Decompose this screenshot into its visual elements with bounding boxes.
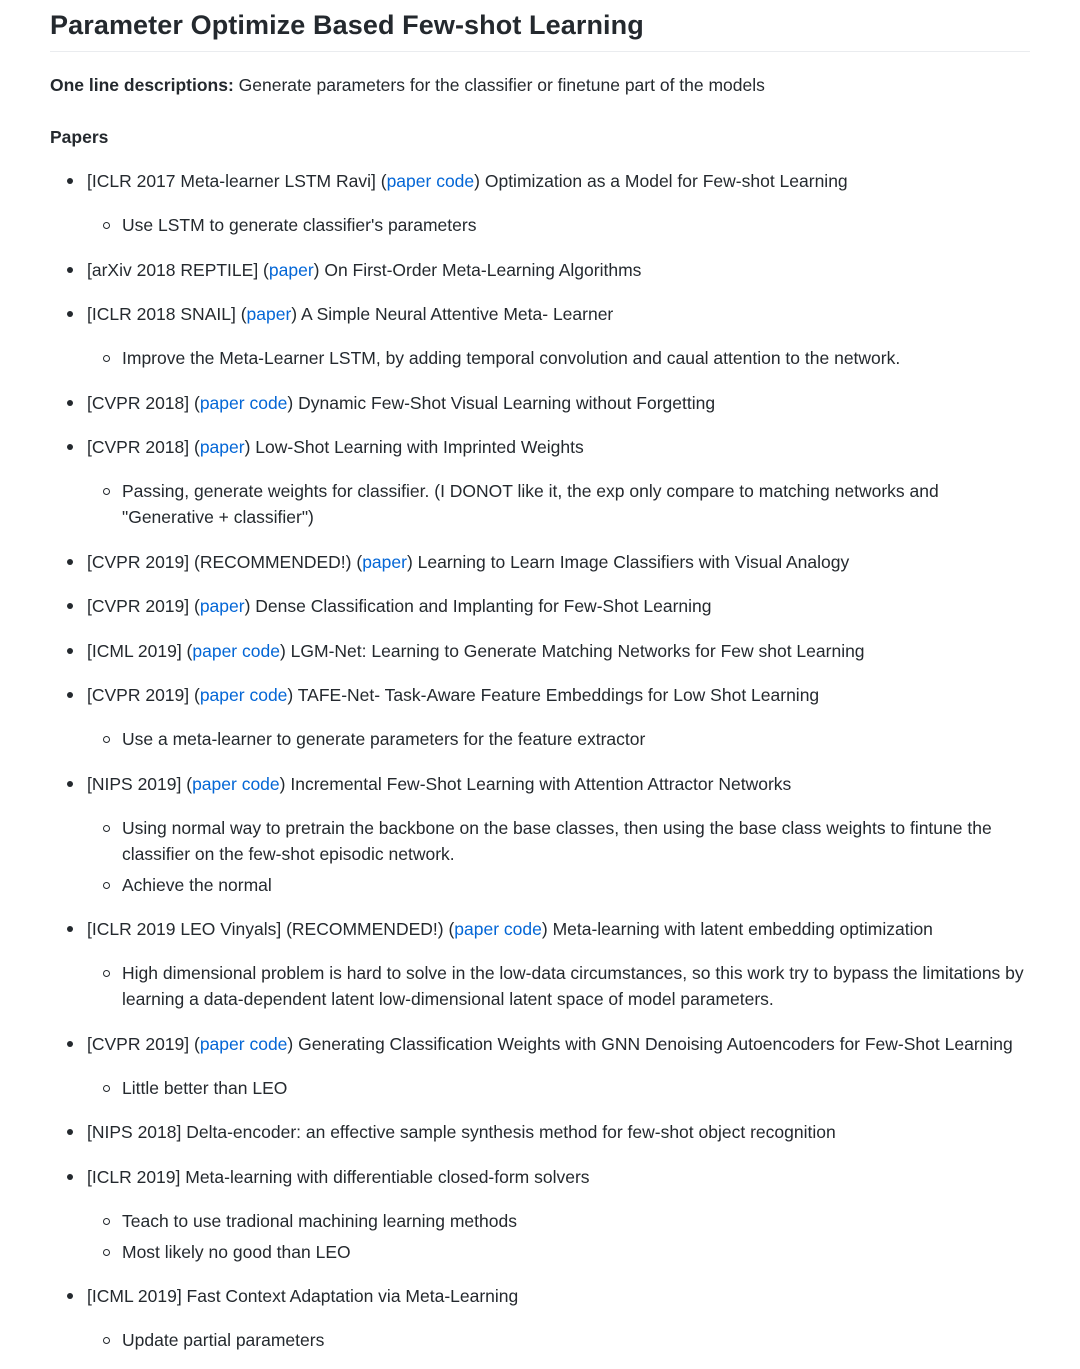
bullet-icon [67, 400, 73, 406]
bullet-icon [67, 444, 73, 450]
note-text: Improve the Meta-Learner LSTM, by adding temporal convolution and caual attention to the network. [122, 348, 901, 368]
paper-citation: [arXiv 2018 REPTILE] ( [87, 259, 269, 280]
bullet-icon [67, 1041, 73, 1047]
paper-title: ) Incremental Few-Shot Learning with Attention Attractor Networks [279, 773, 792, 794]
bullet-icon [67, 559, 73, 565]
bullet-icon [67, 311, 73, 317]
paper-note [87, 478, 1030, 530]
code-link[interactable]: code [249, 685, 288, 705]
code-link[interactable]: code [249, 392, 288, 413]
paper-citation: [CVPR 2019] ( [87, 1033, 200, 1054]
note-text: Update partial parameters [122, 1330, 325, 1350]
description-text: Generate parameters for the classifier or finetune part of the models [233, 75, 765, 95]
paper-link[interactable]: paper [386, 171, 432, 191]
paper-line [87, 641, 865, 661]
paper-line [87, 437, 584, 457]
paper-line [87, 1286, 518, 1306]
bullet-icon [67, 781, 73, 787]
paper-citation: [CVPR 2018] ( [87, 392, 200, 413]
paper-note [87, 815, 1030, 867]
paper-note [87, 1208, 1030, 1234]
paper-title: ) TAFE-Net- Task-Aware Feature Embeddings for Low Shot Learning [287, 685, 820, 705]
paper-title: ) Generating Classification Weights with GNN Denoising Autoencoders for Few-Shot Learning [287, 1033, 1013, 1054]
note-text: Teach to use tradional machining learning methods [122, 1210, 517, 1231]
paper-citation: [CVPR 2019] ( [87, 596, 200, 616]
note-text: Use LSTM to generate classifier's parameters [122, 215, 477, 235]
note-text: Most likely no good than LEO [122, 1241, 351, 1262]
paper-link[interactable]: paper [192, 640, 238, 661]
paper-item [50, 771, 1030, 898]
paper-note [87, 726, 1030, 752]
paper-link[interactable]: paper [454, 919, 500, 939]
paper-citation: [ICLR 2018 SNAIL] ( [87, 304, 247, 324]
paper-link[interactable]: paper [199, 437, 245, 457]
paper-item [50, 301, 1030, 371]
paper-item [50, 168, 1030, 238]
paper-title: ) Dynamic Few-Shot Visual Learning without Forgetting [287, 392, 716, 413]
paper-line [87, 393, 715, 413]
note-text: Little better than LEO [122, 1077, 288, 1098]
bullet-icon [67, 692, 73, 698]
bullet-icon [67, 603, 73, 609]
section-title: Parameter Optimize Based Few-shot Learning [50, 10, 644, 40]
code-link[interactable]: code [436, 171, 475, 191]
paper-notes [87, 478, 1030, 530]
paper-notes [87, 1327, 1030, 1353]
paper-title: ) Learning to Learn Image Classifiers with Visual Analogy [406, 551, 850, 572]
circle-bullet-icon [103, 825, 110, 832]
note-text: High dimensional problem is hard to solve in the low-data circumstances, so this work try to bypass the limitations by learning a data-dependent latent low-dimensional latent space of model parameters. [122, 963, 1024, 1009]
paper-citation: [ICLR 2019 LEO Vinyals] (RECOMMENDED!) ( [87, 919, 455, 939]
paper-item [50, 1283, 1030, 1353]
circle-bullet-icon [103, 222, 110, 229]
paper-line [87, 552, 849, 572]
paper-notes [87, 815, 1030, 898]
paper-line [87, 596, 712, 616]
paper-item [50, 1164, 1030, 1265]
note-text: Use a meta-learner to generate parameters for the feature extractor [122, 729, 646, 749]
paper-note [87, 1327, 1030, 1353]
paper-item [50, 638, 1030, 664]
paper-citation: [ICLR 2017 Meta-learner LSTM Ravi] ( [87, 171, 387, 191]
description-label: One line descriptions: [50, 75, 234, 95]
paper-title: ) Dense Classification and Implanting for Few-Shot Learning [244, 596, 712, 616]
paper-line [87, 1034, 1013, 1054]
paper-notes [87, 345, 1030, 371]
paper-line [87, 685, 819, 705]
paper-line [87, 304, 613, 324]
paper-line [87, 260, 641, 280]
note-text: Achieve the normal [122, 874, 272, 895]
code-link[interactable]: code [249, 1033, 288, 1054]
paper-notes [87, 212, 1030, 238]
papers-list [50, 168, 1030, 1353]
paper-line [87, 919, 933, 939]
paper-notes [87, 1208, 1030, 1265]
paper-line [87, 1167, 590, 1187]
paper-item [50, 916, 1030, 1012]
paper-notes [87, 1075, 1030, 1101]
paper-citation: [ICML 2019] ( [87, 640, 193, 661]
paper-link[interactable]: paper [199, 685, 245, 705]
circle-bullet-icon [103, 970, 110, 977]
paper-title: ) Meta-learning with latent embedding optimization [541, 919, 933, 939]
note-text: Passing, generate weights for classifier. (I DONOT like it, the exp only compare to matching networks and "Generative + classifier") [122, 481, 939, 527]
paper-line [87, 171, 848, 191]
paper-item [50, 549, 1030, 575]
paper-line [87, 774, 791, 794]
heading-divider [50, 51, 1030, 52]
note-text: Using normal way to pretrain the backbone on the base classes, then using the base class weights to fintune the classifier on the few-shot episodic network. [122, 817, 992, 864]
paper-note [87, 960, 1030, 1012]
paper-citation: [CVPR 2019] ( [87, 685, 200, 705]
code-link[interactable]: code [242, 640, 280, 661]
paper-citation: [ICLR 2019] Meta-learning with differentiable closed-form solvers [87, 1166, 590, 1187]
bullet-icon [67, 1129, 73, 1135]
paper-citation: [CVPR 2018] ( [87, 437, 200, 457]
paper-item [50, 593, 1030, 619]
one-line-description [50, 74, 1030, 96]
circle-bullet-icon [103, 1337, 110, 1344]
bullet-icon [67, 1174, 73, 1180]
paper-item [50, 257, 1030, 283]
code-link[interactable]: code [241, 773, 280, 794]
paper-link[interactable]: paper [199, 1033, 245, 1054]
paper-link[interactable]: paper [199, 596, 245, 616]
paper-item [50, 1031, 1030, 1101]
paper-link[interactable]: paper [362, 551, 407, 572]
paper-note [87, 345, 1030, 371]
paper-item [50, 434, 1030, 530]
paper-citation: [CVPR 2019] (RECOMMENDED!) ( [87, 551, 363, 572]
paper-notes [87, 726, 1030, 752]
paper-notes [87, 960, 1030, 1012]
circle-bullet-icon [103, 1249, 110, 1256]
paper-note [87, 1075, 1030, 1101]
circle-bullet-icon [103, 488, 110, 495]
paper-item [50, 1119, 1030, 1145]
circle-bullet-icon [103, 736, 110, 743]
paper-item [50, 390, 1030, 416]
paper-item [50, 682, 1030, 752]
bullet-icon [67, 267, 73, 273]
paper-note [87, 1239, 1030, 1265]
paper-line [87, 1122, 836, 1142]
circle-bullet-icon [103, 1085, 110, 1092]
paper-citation: [NIPS 2019] ( [87, 773, 193, 794]
paper-note [87, 872, 1030, 898]
bullet-icon [67, 178, 73, 184]
paper-title: ) A Simple Neural Attentive Meta- Learner [291, 304, 614, 324]
circle-bullet-icon [103, 882, 110, 889]
paper-link[interactable]: paper [199, 392, 245, 413]
paper-note [87, 212, 1030, 238]
paper-link[interactable]: paper [246, 304, 292, 324]
bullet-icon [67, 648, 73, 654]
paper-title: ) LGM-Net: Learning to Generate Matching Networks for Few shot Learning [279, 640, 865, 661]
paper-link[interactable]: paper [268, 259, 314, 280]
papers-heading: Papers [50, 127, 109, 147]
bullet-icon [67, 926, 73, 932]
code-link[interactable]: code [503, 919, 542, 939]
bullet-icon [67, 1293, 73, 1299]
paper-citation: [NIPS 2018] Delta-encoder: an effective sample synthesis method for few-shot object recognition [87, 1122, 836, 1142]
paper-title: ) Optimization as a Model for Few-shot Learning [474, 171, 848, 191]
circle-bullet-icon [103, 1218, 110, 1225]
paper-title: ) Low-Shot Learning with Imprinted Weights [244, 437, 584, 457]
paper-title: ) On First-Order Meta-Learning Algorithms [313, 259, 642, 280]
circle-bullet-icon [103, 355, 110, 362]
paper-link[interactable]: paper [192, 773, 237, 794]
paper-citation: [ICML 2019] Fast Context Adaptation via Meta-Learning [87, 1286, 519, 1306]
